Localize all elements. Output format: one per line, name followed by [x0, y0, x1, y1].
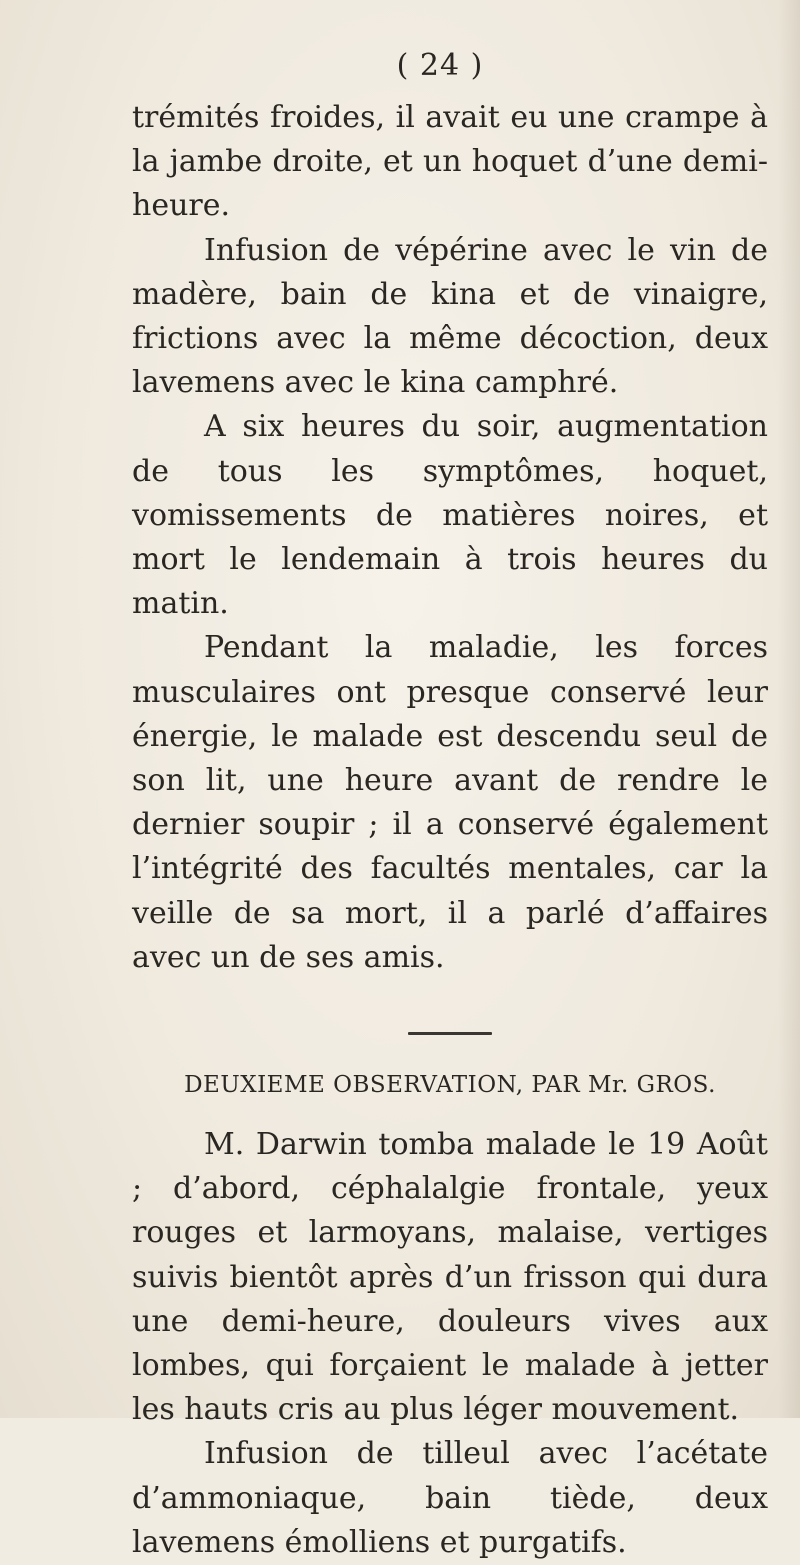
paragraph: Infusion de vépérine avec le vin de madère, bain de kina et de vinaigre, frictions avec la même décoction, deux lavemens avec le kina camphré. — [132, 232, 768, 401]
page-edge-shadow — [778, 0, 800, 1418]
paragraph: trémités froides, il avait eu une crampe à la jambe droite, et un hoquet d’une demi-heure. — [132, 100, 768, 224]
page-number: ( 24 ) — [396, 48, 484, 83]
section-heading: DEUXIEME OBSERVATION, PAR Mr. GROS. — [184, 1072, 716, 1099]
paragraph: M. Darwin tomba malade le 19 Août ; d’abord, céphalalgie frontale, yeux rouges et larmoyans, malaise, vertiges suivis bientôt après d’un frisson qui dura une demi-heure, douleurs vives aux lombes, qui forçaient le malade à jetter les hauts cris au plus léger mouvement. — [132, 1127, 768, 1428]
section-separator — [408, 1032, 492, 1035]
paragraph: Pendant la maladie, les forces musculaires ont presque conservé leur énergie, le malade est descendu seul de son lit, une heure avant de rendre le dernier soupir ; il a conservé également l’intégrité des facultés mentales, car la veille de sa mort, il a parlé d’affaires avec un de ses amis. — [132, 630, 768, 975]
page-body — [132, 96, 768, 1565]
paragraph: Infusion de tilleul avec l’acétate d’ammoniaque, bain tiède, deux lavemens émolliens et purgatifs. — [132, 1436, 768, 1560]
paragraph: A six heures du soir, augmentation de tous les symptômes, hoquet, vomissements de matières noires, et mort le lendemain à trois heures du matin. — [132, 409, 768, 622]
